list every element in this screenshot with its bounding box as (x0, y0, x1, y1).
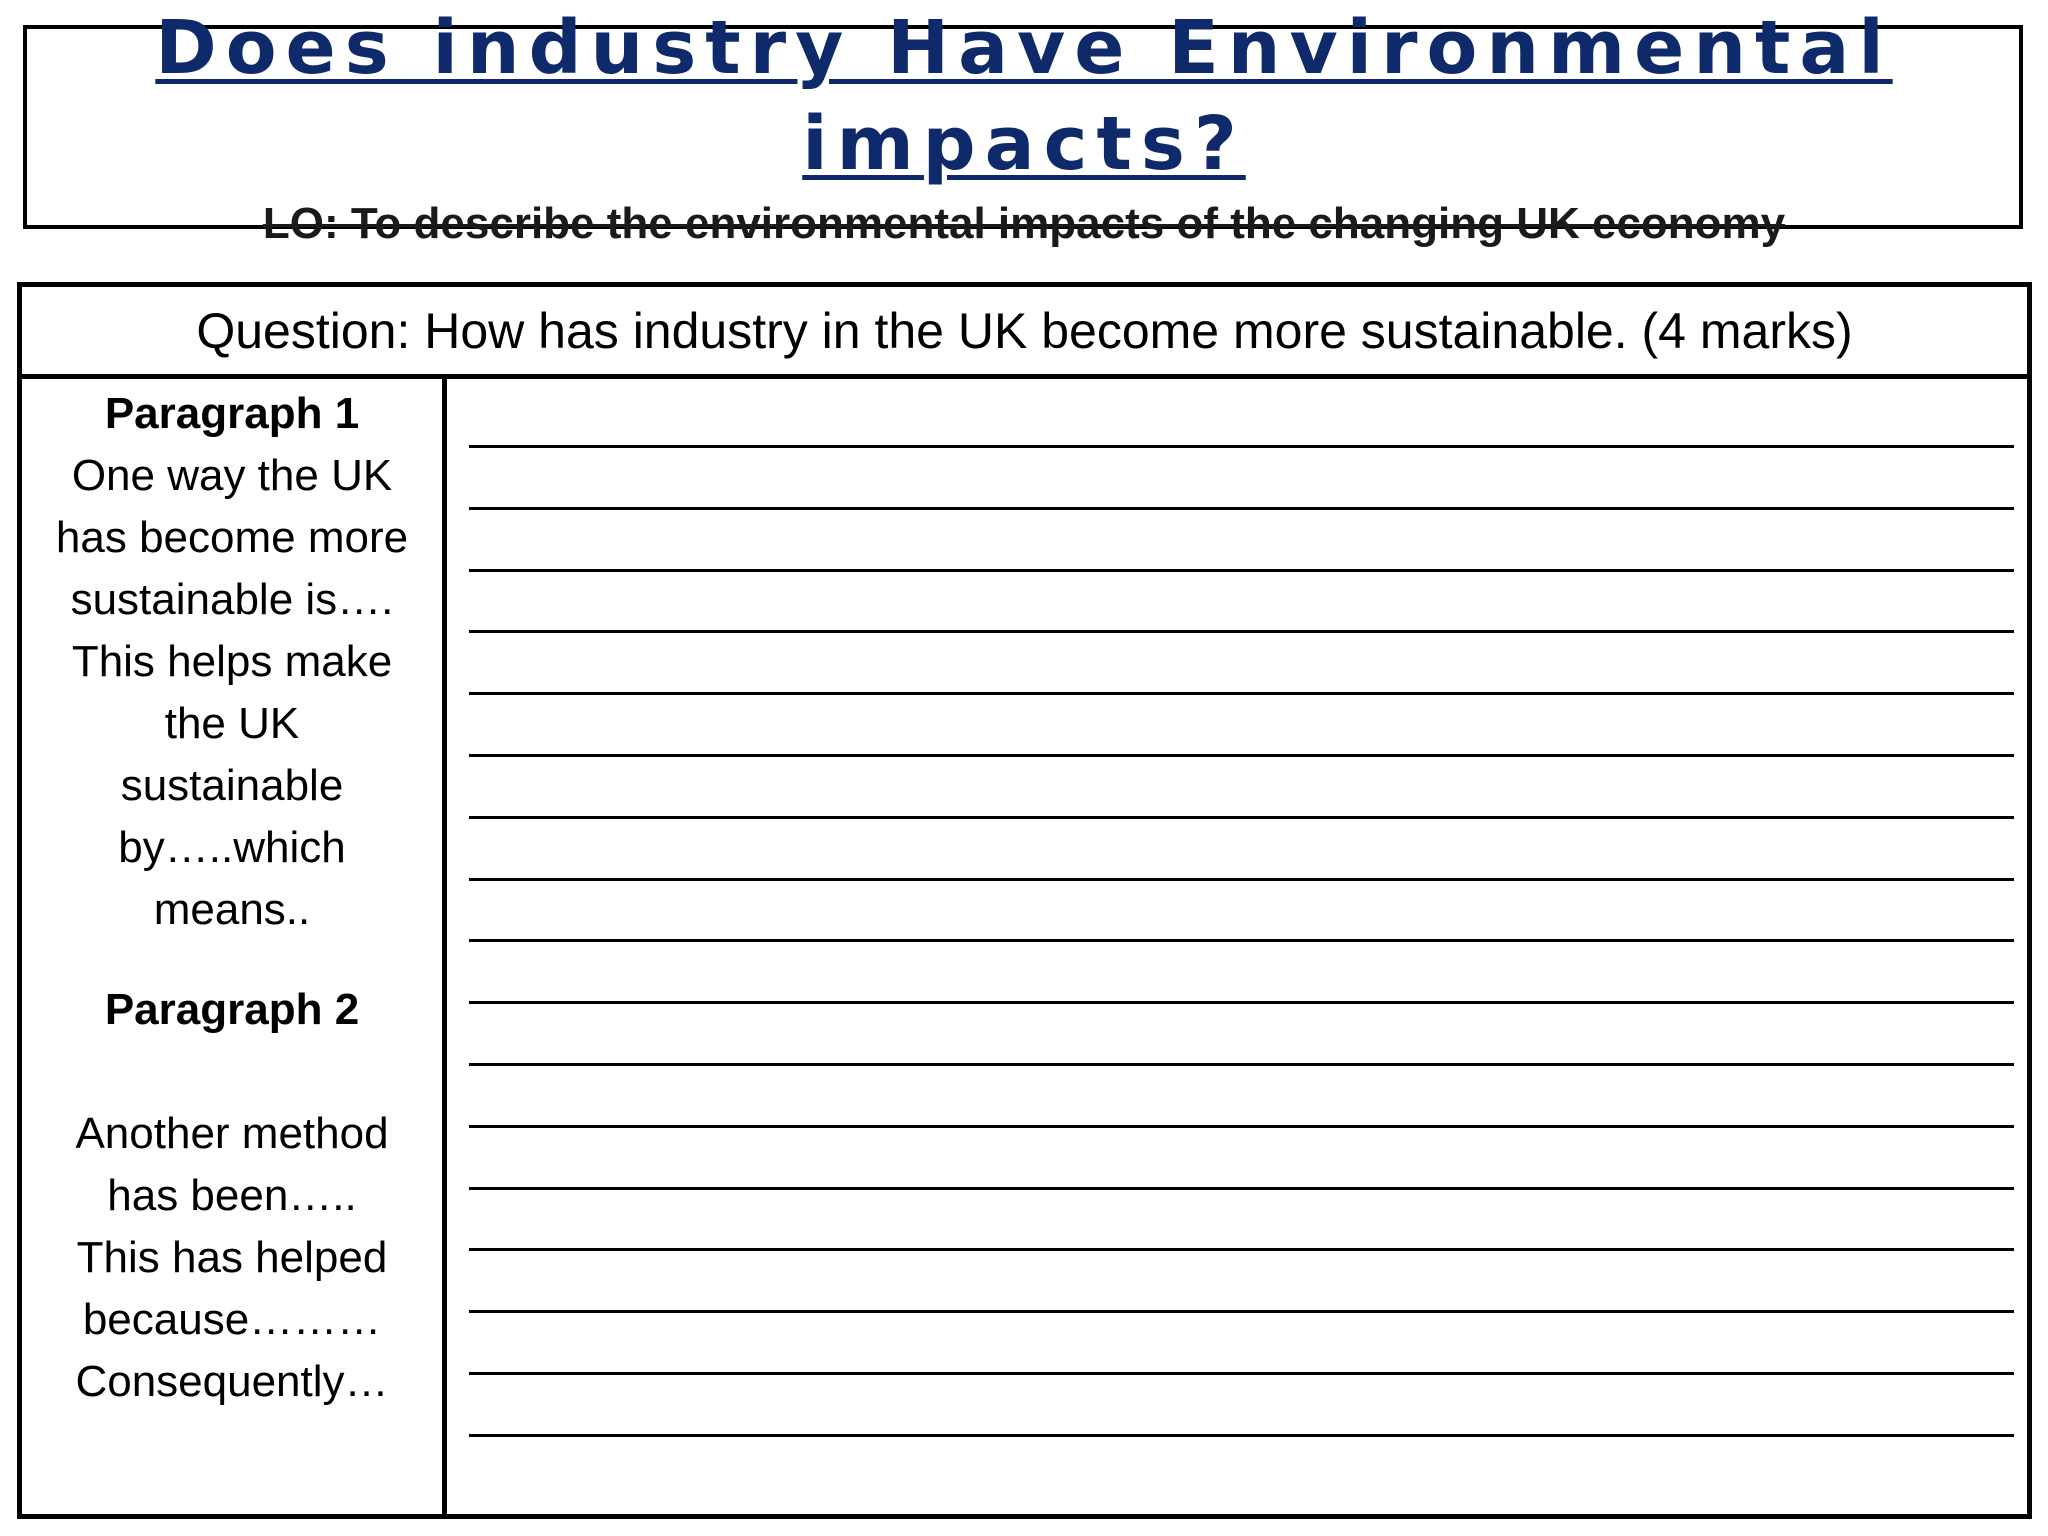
writing-line[interactable] (469, 692, 2014, 695)
writing-line[interactable] (469, 1125, 2014, 1128)
title-line-1: Does industry Have Environmental (155, 5, 1893, 91)
paragraph-2-line: has been….. (107, 1171, 357, 1220)
paragraph-2-line: because……… (82, 1295, 382, 1344)
paragraph-1-line: means.. (153, 885, 311, 934)
prompt-column (22, 379, 447, 1519)
paragraph-1-heading: Paragraph 1 (104, 389, 360, 438)
paragraph-1-line: sustainable (120, 761, 344, 810)
writing-line[interactable] (469, 1248, 2014, 1251)
writing-line[interactable] (469, 1063, 2014, 1066)
writing-line[interactable] (469, 754, 2014, 757)
spacer (22, 1041, 442, 1103)
writing-line[interactable] (469, 445, 2014, 448)
writing-line[interactable] (469, 630, 2014, 633)
paragraph-1-line: This helps make (71, 637, 393, 686)
title-line-2: impacts? (802, 101, 1246, 187)
paragraph-2-line: Consequently… (75, 1357, 389, 1406)
paragraph-2-heading: Paragraph 2 (104, 985, 360, 1034)
learning-objective: LO: To describe the environmental impacts of the changing UK economy (262, 199, 1786, 248)
question-text: Question: How has industry in the UK become more sustainable. (4 marks) (196, 302, 1853, 359)
writing-line[interactable] (469, 939, 2014, 942)
paragraph-2-line: This has helped (76, 1233, 388, 1282)
writing-line[interactable] (469, 878, 2014, 881)
writing-line[interactable] (469, 816, 2014, 819)
paragraph-1-line: has become more (55, 513, 409, 562)
writing-line[interactable] (469, 1434, 2014, 1437)
writing-line[interactable] (469, 1187, 2014, 1190)
worksheet-box (17, 282, 2032, 1519)
paragraph-1-line: sustainable is…. (70, 575, 394, 624)
writing-line[interactable] (469, 507, 2014, 510)
paragraph-2-line: Another method (75, 1109, 389, 1158)
writing-area[interactable] (469, 379, 2014, 1519)
spacer (22, 941, 442, 979)
paragraph-1-line: the UK (164, 699, 300, 748)
question-bar (22, 287, 2027, 379)
paragraph-1-line: by…..which (118, 823, 346, 872)
paragraph-1-line: One way the UK (71, 451, 393, 500)
writing-line[interactable] (469, 1001, 2014, 1004)
page-title (0, 0, 2048, 192)
column-divider (442, 379, 452, 1519)
writing-line[interactable] (469, 1310, 2014, 1313)
writing-line[interactable] (469, 569, 2014, 572)
writing-line[interactable] (469, 1372, 2014, 1375)
